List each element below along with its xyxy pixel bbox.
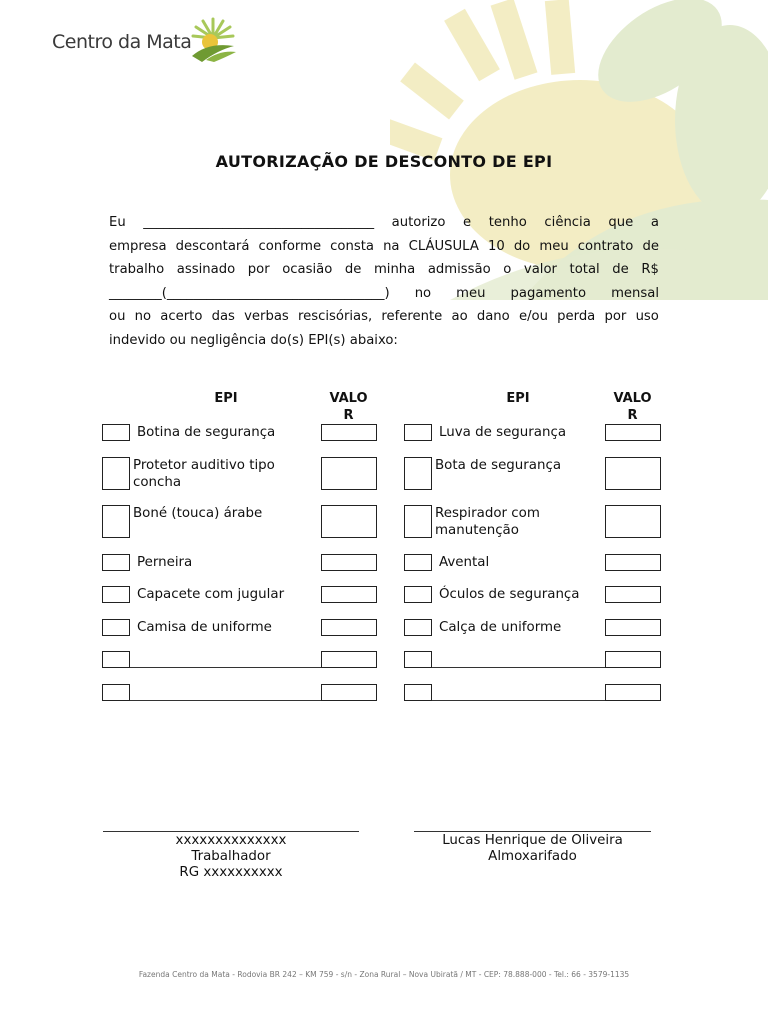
paragraph-word: que	[608, 215, 634, 230]
paragraph-word: minha	[373, 262, 416, 278]
paragraph-word: valor	[523, 262, 557, 278]
valor-field[interactable]	[321, 457, 377, 490]
valor-header-left-line1: VALO	[329, 391, 368, 406]
valor-field[interactable]	[321, 619, 377, 636]
valor-field[interactable]	[605, 505, 661, 538]
valor-header-left-line2: R	[343, 408, 354, 423]
paragraph-word: no	[414, 285, 432, 301]
valor-header-right-line2: R	[627, 408, 638, 423]
valor-field[interactable]	[605, 684, 661, 701]
paragraph-word: do	[513, 238, 531, 254]
worker-rg: RG xxxxxxxxxx	[179, 865, 283, 880]
paragraph-word: das	[211, 309, 235, 325]
logo-text: Centro da Mata	[52, 31, 192, 53]
epi-checkbox[interactable]	[404, 684, 432, 701]
paragraph-word: assinado	[176, 262, 236, 278]
signature-line-worker	[103, 831, 359, 832]
epi-item-label: Avental	[439, 555, 490, 570]
epi-checkbox[interactable]	[102, 619, 130, 636]
paragraph-word: ___________________________________	[143, 215, 375, 230]
paragraph-word: a	[650, 215, 659, 230]
epi-item-label: Protetor auditivo tipo concha	[133, 458, 275, 490]
company-logo	[52, 14, 252, 70]
paragraph-line	[109, 305, 659, 329]
valor-field[interactable]	[605, 586, 661, 603]
epi-checkbox[interactable]	[102, 554, 130, 571]
paragraph-word: de	[642, 238, 659, 254]
paragraph-word: pagamento	[510, 285, 587, 301]
paragraph-word: acerto	[160, 309, 203, 325]
paragraph-word: uso	[635, 309, 659, 325]
valor-field[interactable]	[605, 424, 661, 441]
valor-field[interactable]	[605, 457, 661, 490]
valor-field[interactable]	[321, 651, 377, 668]
paragraph-word: empresa	[109, 238, 167, 254]
blank-item-line[interactable]	[130, 700, 321, 701]
worker-name: xxxxxxxxxxxxxx	[175, 833, 287, 848]
valor-field[interactable]	[321, 424, 377, 441]
epi-header-left: EPI	[214, 391, 238, 406]
paragraph-word: referente	[381, 309, 443, 325]
paragraph-word: na	[383, 238, 400, 254]
epi-item-label: Óculos de segurança	[439, 587, 580, 602]
epi-checkbox[interactable]	[102, 457, 130, 490]
worker-signature-block	[103, 833, 359, 881]
blank-item-line[interactable]	[130, 667, 321, 668]
paragraph-word: verbas	[244, 309, 289, 325]
storekeeper-signature-block	[414, 833, 651, 865]
paragraph-word: autorizo	[391, 215, 446, 230]
authorization-paragraph	[109, 211, 659, 353]
signature-line-storekeeper	[414, 831, 651, 832]
paragraph-word: CLÁUSULA	[408, 238, 479, 254]
worker-role: Trabalhador	[191, 849, 271, 864]
epi-checkbox[interactable]	[102, 505, 130, 538]
paragraph-word: por	[247, 262, 270, 278]
blank-item-line[interactable]	[432, 667, 605, 668]
epi-checkbox[interactable]	[404, 457, 432, 490]
valor-field[interactable]	[605, 554, 661, 571]
paragraph-word: perda	[557, 309, 596, 325]
epi-checkbox[interactable]	[404, 619, 432, 636]
paragraph-word: rescisórias,	[298, 309, 373, 325]
valor-field[interactable]	[605, 651, 661, 668]
sun-leaf-icon	[188, 16, 238, 62]
epi-item-label: Luva de segurança	[439, 425, 567, 440]
valor-header-right	[604, 390, 661, 424]
valor-header-left	[320, 390, 377, 424]
epi-checkbox[interactable]	[102, 586, 130, 603]
valor-field[interactable]	[321, 684, 377, 701]
paragraph-word: descontará	[175, 238, 250, 254]
paragraph-line	[109, 282, 659, 306]
valor-field[interactable]	[605, 619, 661, 636]
paragraph-word: meu	[456, 285, 486, 301]
epi-checkbox[interactable]	[404, 651, 432, 668]
epi-item-label: Capacete com jugular	[137, 587, 285, 602]
epi-checkbox[interactable]	[102, 684, 130, 701]
valor-field[interactable]	[321, 554, 377, 571]
epi-item-label: Camisa de uniforme	[137, 620, 272, 635]
paragraph-word: e	[463, 215, 472, 230]
epi-checkbox[interactable]	[404, 554, 432, 571]
paragraph-word: admissão	[427, 262, 491, 278]
valor-header-right-line1: VALO	[613, 391, 652, 406]
paragraph-word: R$	[641, 262, 659, 278]
epi-checkbox[interactable]	[404, 424, 432, 441]
epi-checkbox[interactable]	[404, 586, 432, 603]
paragraph-word: de	[612, 262, 629, 278]
paragraph-word: conforme	[258, 238, 322, 254]
paragraph-word: 10	[487, 238, 505, 254]
paragraph-word: indevido ou negligência do(s) EPI(s) abaixo:	[109, 332, 398, 348]
footer-address: Fazenda Centro da Mata - Rodovia BR 242 – KM 759 - s/n - Zona Rural – Nova Ubiratã / MT - CEP: 78.888-000 - Tel.: 66 - 3579-1135	[138, 970, 630, 979]
paragraph-word: ________(_________________________________)	[109, 285, 390, 301]
paragraph-word: Eu	[109, 215, 126, 230]
epi-item-label: Calça de uniforme	[439, 620, 562, 635]
paragraph-line	[109, 258, 659, 282]
valor-field[interactable]	[321, 505, 377, 538]
storekeeper-name: Lucas Henrique de Oliveira	[442, 833, 623, 848]
paragraph-word: de	[344, 262, 362, 278]
epi-item-label: Botina de segurança	[137, 425, 276, 440]
paragraph-word: mensal	[611, 285, 659, 301]
epi-item-label: Perneira	[137, 555, 193, 570]
paragraph-word: total	[569, 262, 600, 278]
epi-checkbox[interactable]	[102, 424, 130, 441]
paragraph-word: dano	[476, 309, 510, 325]
paragraph-word: e/ou	[518, 309, 548, 325]
epi-checkbox[interactable]	[404, 505, 432, 538]
epi-checkbox[interactable]	[102, 651, 130, 668]
epi-header-right: EPI	[506, 391, 530, 406]
epi-item-label: Respirador com manutenção	[435, 506, 540, 538]
paragraph-word: o	[503, 262, 512, 278]
paragraph-line	[109, 329, 659, 353]
blank-item-line[interactable]	[432, 700, 605, 701]
paragraph-word: por	[604, 309, 627, 325]
paragraph-word: ciência	[544, 215, 591, 230]
paragraph-word: tenho	[488, 215, 527, 230]
paragraph-word: ao	[451, 309, 468, 325]
document-title: AUTORIZAÇÃO DE DESCONTO DE EPI	[215, 152, 553, 171]
paragraph-line	[109, 211, 659, 235]
paragraph-word: no	[134, 309, 152, 325]
valor-field[interactable]	[321, 586, 377, 603]
storekeeper-role: Almoxarifado	[488, 849, 577, 864]
paragraph-word: ocasião	[282, 262, 333, 278]
epi-item-label: Boné (touca) árabe	[133, 506, 263, 521]
paragraph-word: ou	[109, 309, 126, 325]
paragraph-word: contrato	[577, 238, 634, 254]
epi-item-label: Bota de segurança	[435, 458, 562, 473]
paragraph-word: trabalho	[109, 262, 165, 278]
paragraph-word: consta	[330, 238, 374, 254]
paragraph-line	[109, 235, 659, 259]
paragraph-word: meu	[539, 238, 569, 254]
